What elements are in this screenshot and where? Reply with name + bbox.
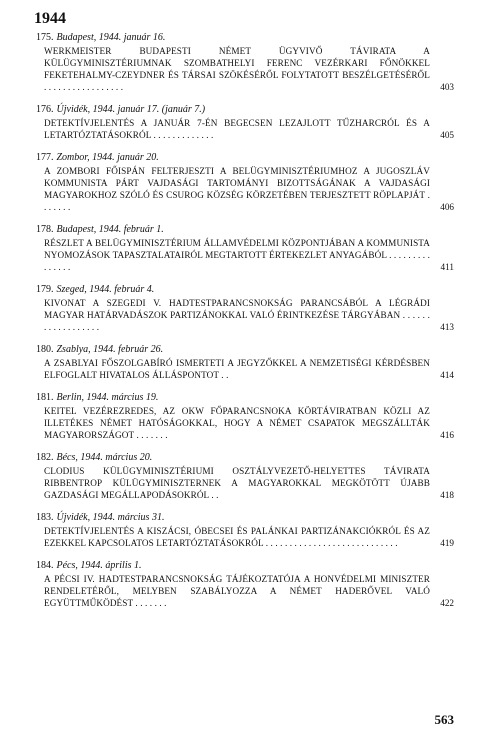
toc-entry — [34, 32, 454, 93]
entry-title: A PÉCSI IV. HADTESTPARANCSNOKSÁG TÁJÉKOZTATÓJA A HONVÉDELMI MINISZTER RENDELETÉRŐL, MELYBEN SZABÁLYOZZA A NÉMET HADERŐVEL VALÓ EGYÜTTMŰKÖDÉST . . . . . . . — [44, 574, 430, 608]
toc-entry — [34, 284, 454, 333]
toc-entry — [34, 560, 454, 609]
entry-title: DETEKTÍVJELENTÉS A JANUÁR 7-ÉN BEGECSEN LEZAJLOTT TŰZHARCRÓL ÉS A LETARTÓZTATÁSOKRÓL . . . . . . . . . . . . . — [44, 118, 430, 140]
entry-place-date: Budapest, 1944. február 1. — [56, 224, 164, 235]
entry-page-ref: 418 — [440, 490, 454, 500]
entry-number: 179. — [36, 284, 54, 295]
entry-heading — [34, 512, 454, 524]
entry-heading — [34, 284, 454, 296]
toc-entries — [34, 32, 454, 609]
toc-entry — [34, 512, 454, 549]
entry-heading — [34, 224, 454, 236]
entry-number: 180. — [36, 344, 54, 355]
entry-number: 183. — [36, 512, 54, 523]
entry-title: CLODIUS KÜLÜGYMINISZTÉRIUMI OSZTÁLYVEZETŐ-HELYETTES TÁVIRATA RIBBENTROP KÜLÜGYMINISZTERNEK A MAGYAROKKAL MEGKÖTÖTT ÚJABB GAZDASÁGI MEGÁLLAPODÁSOKRÓL . . — [44, 466, 430, 500]
entry-heading — [34, 452, 454, 464]
entry-title: A ZSABLYAI FŐSZOLGABÍRÓ ISMERTETI A JEGYZŐKKEL A NEMZETISÉGI KÉRDÉSBEN ELFOGLALT HIVATALOS ÁLLÁSPONTOT . . — [44, 358, 430, 380]
page-number: 563 — [434, 712, 454, 727]
entry-heading — [34, 560, 454, 572]
entry-body — [44, 465, 454, 501]
entry-body — [44, 45, 454, 93]
entry-heading — [34, 32, 454, 44]
entry-page-ref: 403 — [440, 82, 454, 92]
entry-body — [44, 525, 454, 549]
entry-place-date: Pécs, 1944. április 1. — [56, 560, 142, 571]
entry-number: 176. — [36, 104, 54, 115]
entry-page-ref: 422 — [440, 598, 454, 608]
entry-body — [44, 357, 454, 381]
entry-body — [44, 573, 454, 609]
entry-number: 178. — [36, 224, 54, 235]
entry-place-date: Újvidék, 1944. január 17. (január 7.) — [56, 104, 206, 115]
entry-number: 175. — [36, 32, 54, 43]
entry-place-date: Zsablya, 1944. február 26. — [56, 344, 164, 355]
entry-place-date: Bécs, 1944. március 20. — [56, 452, 153, 463]
entry-page-ref: 416 — [440, 430, 454, 440]
entry-body — [44, 405, 454, 441]
year-heading: 1944 — [34, 10, 66, 27]
entry-body — [44, 117, 454, 141]
entry-place-date: Berlin, 1944. március 19. — [56, 392, 159, 403]
entry-place-date: Zombor, 1944. január 20. — [56, 152, 159, 163]
entry-title: A ZOMBORI FŐISPÁN FELTERJESZTI A BELÜGYMINISZTÉRIUMHOZ A JUGOSZLÁV KOMMUNISTA PÁRT VAJDASÁGI TARTOMÁNYI BIZOTTSÁGÁNAK A VAJDASÁGI MAGYAROKHOZ SZÓLÓ ÉS CSUROG KÖZSÉG KÖRZETÉBEN TERJESZTETT RÖPLAPJÁT . . . . . . . — [44, 166, 430, 212]
entry-heading — [34, 104, 454, 116]
entry-title: KIVONAT A SZEGEDI V. HADTESTPARANCSNOKSÁG PARANCSÁBÓL A LÉGRÁDI MAGYAR HATÁRVADÁSZOK PARTIZÁNOKKAL VALÓ ÉRINTKEZÉSE TÁRGYÁBAN . . . . . . . . . . . . . . . . . . — [44, 298, 430, 332]
entry-place-date: Szeged, 1944. február 4. — [56, 284, 155, 295]
entry-page-ref: 405 — [440, 130, 454, 140]
entry-heading — [34, 152, 454, 164]
entry-page-ref: 419 — [440, 538, 454, 548]
entry-body — [44, 237, 454, 273]
entry-title: DETEKTÍVJELENTÉS A KISZÁCSI, ÓBECSEI ÉS PALÁNKAI PARTIZÁNAKCIÓKRÓL ÉS AZ EZEKKEL KAPCSOLATOS LETARTÓZTATÁSOKRÓL . . . . . . . . . . . . . . . . . . . . . . . . . . . . — [44, 526, 430, 548]
entry-heading — [34, 344, 454, 356]
entry-place-date: Újvidék, 1944. március 31. — [56, 512, 165, 523]
entry-number: 181. — [36, 392, 54, 403]
entry-body — [44, 165, 454, 213]
entry-title: KEITEL VEZÉREZREDES, AZ OKW FŐPARANCSNOKA KÖRTÁVIRATBAN KÖZLI AZ ILLETÉKES NÉMET HATÓSÁGOKKAL, HOGY A NÉMET CSAPATOK MEGSZÁLLTÁK MAGYARORSZÁGOT . . . . . . . — [44, 406, 430, 440]
toc-entry — [34, 104, 454, 141]
entry-heading — [34, 392, 454, 404]
entry-number: 177. — [36, 152, 54, 163]
entry-page-ref: 413 — [440, 322, 454, 332]
entry-number: 184. — [36, 560, 54, 571]
entry-page-ref: 406 — [440, 202, 454, 212]
entry-title: WERKMEISTER BUDAPESTI NÉMET ÜGYVIVŐ TÁVIRATA A KÜLÜGYMINISZTÉRIUMNAK SZOMBATHELYI FERENC VEZÉRKARI FŐNÖKKEL FEKETEHALMY-CZEYDNER ÉS TÁRSAI SZÖKÉSÉRŐL FOLYTATOTT BESZÉLGETÉSÉRŐL . . . . . . . . . . . . . . . . . — [44, 46, 430, 92]
toc-entry — [34, 344, 454, 381]
toc-entry — [34, 392, 454, 441]
entry-place-date: Budapest, 1944. január 16. — [56, 32, 166, 43]
entry-title: RÉSZLET A BELÜGYMINISZTÉRIUM ÁLLAMVÉDELMI KÖZPONTJÁBAN A KOMMUNISTA NYOMOZÁSOK TAPASZTALATAIRÓL MEGTARTOTT ÉRTEKEZLET ANYAGÁBÓL . . . . . . . . . . . . . . . — [44, 238, 430, 272]
toc-entry — [34, 224, 454, 273]
toc-entry — [34, 452, 454, 501]
entry-page-ref: 414 — [440, 370, 454, 380]
toc-entry — [34, 152, 454, 213]
entry-page-ref: 411 — [440, 262, 454, 272]
entry-body — [44, 297, 454, 333]
entry-number: 182. — [36, 452, 54, 463]
